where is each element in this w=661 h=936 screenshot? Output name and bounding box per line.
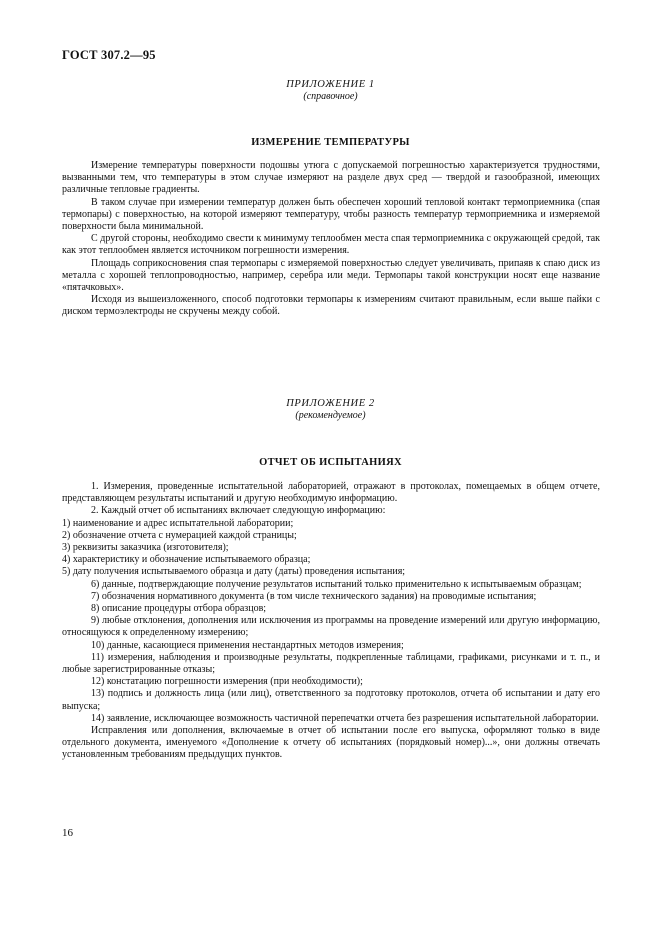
appendix-1-subtitle: (справочное) [303, 91, 358, 102]
list-item: 13) подпись и должность лица (или лиц), ответственного за подготовку протоколов, отчета об испытании и дату его выпуска; [62, 688, 600, 712]
list-item: 12) констатацию погрешности измерения (при необходимости); [91, 676, 363, 688]
list-item: 14) заявление, исключающее возможность частичной перепечатки отчета без разрешения испытательной лаборатории. [91, 712, 599, 724]
list-item: 11) измерения, наблюдения и производные результаты, подкрепленные таблицами, графиками, рисунками и т. п., и любые зарегистрированные отказы; [62, 651, 600, 676]
appendix-1-heading: ИЗМЕРЕНИЕ ТЕМПЕРАТУРЫ [251, 137, 410, 148]
paragraph: В таком случае при измерении температур должен быть обеспечен хороший тепловой контакт термоприемника (спая термопары) с поверхностью, на которой измеряют температуру, чтобы разность температур термоприемника и измеряемой поверхности была минимальной. [62, 196, 600, 233]
paragraph: Исходя из вышеизложенного, способ подготовки термопары к измерениям считают правильным, если выше пайки с диском термоэлектроды не скручены между собой. [62, 294, 600, 318]
document-code: ГОСТ 307.2—95 [62, 48, 156, 62]
paragraph: С другой стороны, необходимо свести к минимуму теплообмен места спая термоприемника с окружающей средой, так как этот теплообмен является источником погрешности измерения. [62, 233, 600, 257]
list-item: 6) данные, подтверждающие получение результатов испытаний только применительно к испытываемым образцам; [91, 578, 582, 590]
list-item: 10) данные, касающиеся применения нестандартных методов измерения; [91, 639, 404, 651]
appendix-1-body [62, 160, 600, 319]
list-item: 4) характеристику и обозначение испытываемого образца; [62, 554, 311, 566]
appendix-2-heading: ОТЧЕТ ОБ ИСПЫТАНИЯХ [259, 457, 402, 468]
appendix-2-title: ПРИЛОЖЕНИЕ 2 [286, 398, 375, 409]
appendix-2-body [62, 481, 600, 762]
list-item: 2) обозначение отчета с нумерацией каждой страницы; [62, 529, 297, 541]
appendix-1-title: ПРИЛОЖЕНИЕ 1 [286, 79, 375, 90]
list-item: 3) реквизиты заказчика (изготовителя); [62, 542, 229, 554]
list-item: 7) обозначения нормативного документа (в том числе технического задания) на проводимые испытания; [91, 590, 537, 602]
list-item: 8) описание процедуры отбора образцов; [91, 603, 267, 615]
paragraph: Измерение температуры поверхности подошвы утюга с допускаемой погрешностью характеризуется трудностями, вызванными тем, что температуры в этом случае измеряют на разделе двух сред — твердой и газообразной, имеющих различные тепловые градиенты. [62, 160, 600, 196]
paragraph: Исправления или дополнения, включаемые в отчет об испытании после его выпуска, оформляют только в виде отдельного документа, именуемого «Дополнение к отчету об испытаниях (порядковый номер)...», они должны отвечать установленным требованиям предыдущих пунктов. [62, 725, 600, 761]
list-item: 5) дату получения испытываемого образца и дату (даты) проведения испытания; [62, 566, 406, 578]
paragraph: Площадь соприкосновения спая термопары с измеряемой поверхностью следует увеличивать, припаяв к спаю диск из металла с хорошей теплопроводностью, например, серебра или меди. Термопары такой конструкции носят еще название «пятачковых». [62, 257, 600, 294]
page-number: 16 [62, 827, 73, 839]
paragraph: 1. Измерения, проведенные испытательной лабораторией, отражают в протоколах, помещаемых в общем отчете, представляющем результаты испытаний и другую необходимую информацию. [62, 481, 600, 505]
list-item: 1) наименование и адрес испытательной лаборатории; [62, 517, 294, 529]
paragraph: 2. Каждый отчет об испытаниях включает следующую информацию: [91, 505, 386, 517]
list-item: 9) любые отклонения, дополнения или исключения из программы на проведение измерений или другую информацию, относящуюся к определенному измерению; [62, 615, 600, 639]
appendix-2-subtitle: (рекомендуемое) [295, 410, 366, 421]
